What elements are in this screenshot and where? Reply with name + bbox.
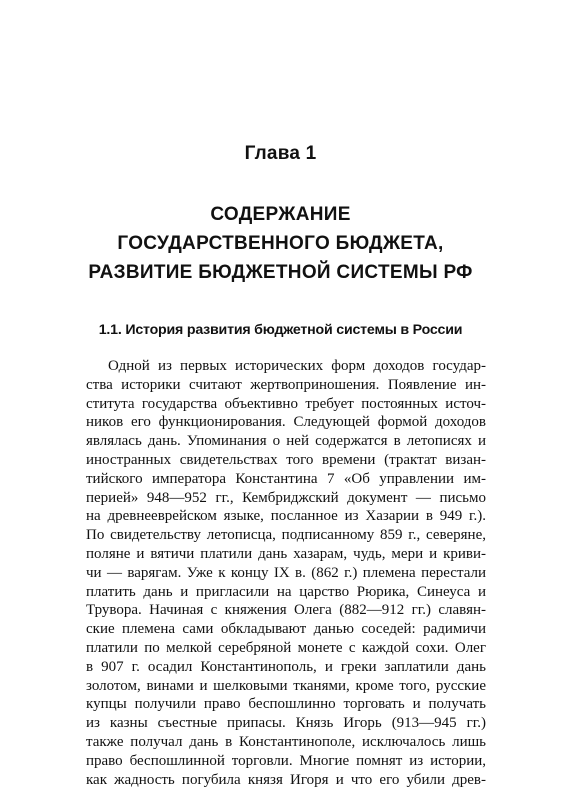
chapter-title-line: ГОСУДАРСТВЕННОГО БЮДЖЕТА, [117,233,444,254]
body-line: По свидетельству летописца, подписанному 859 г., северяне, [86,527,486,544]
chapter-label: Глава 1 [244,143,317,164]
body-line: купцы получили право беспошлинно торговать и получать [86,696,486,713]
body-line: ников его функционирования. Следующей формой доходов [86,414,486,431]
body-line: платили по мелкой серебряной монете с каждой сохи. Олег [86,639,486,656]
body-line: чи — варягам. Уже к концу IX в. (862 г.) племена перестали [86,564,486,581]
body-line: также получал дань в Константинополе, исключалось лишь [86,733,486,750]
body-line: являлась дань. Упоминания о ней содержатся в летописях и [86,433,486,450]
body-line: как жадность погубила князя Игоря и что его убили древ- [86,771,486,788]
body-line: золотом, винами и шелковыми тканями, кроме того, русские [86,677,486,694]
chapter-title [0,200,561,287]
section-heading: 1.1. История развития бюджетной системы в России [98,322,463,338]
body-line: перией» 948—952 гг., Кембриджский документ — письмо [86,489,486,506]
chapter-title-line: СОДЕРЖАНИЕ [210,204,351,225]
body-line: ства историки считают жертвоприношения. Появление ин- [86,376,486,393]
body-line: из казны съестные припасы. Князь Игорь (913—945 гг.) [86,715,486,732]
body-line: ститута государства объективно требует постоянных источ- [86,395,486,412]
body-line: поляне и вятичи платили дань хазарам, чудь, мери и криви- [86,545,486,562]
body-line: Трувора. Начиная с княжения Олега (882—912 гг.) славян- [86,602,486,619]
body-line: на древнееврейском языке, посланное из Хазарии в 949 г.). [86,508,486,525]
body-line: платить дань и пригласили на царство Рюрика, Синеуса и [86,583,486,600]
body-line: тийского императора Константина 7 «Об управлении им- [86,470,486,487]
body-text [86,357,486,789]
body-line: в 907 г. осадил Константинополь, и греки заплатили дань [86,658,486,675]
body-line: ские племена сами обкладывают данью соседей: радимичи [86,621,486,638]
body-line: Одной из первых исторических форм доходов государ- [108,358,486,374]
chapter-title-line: РАЗВИТИЕ БЮДЖЕТНОЙ СИСТЕМЫ РФ [88,262,473,283]
body-line: иностранных свидетельствах того времени (трактат визан- [86,451,486,468]
body-line: право беспошлинной торговли. Многие помнят из истории, [86,752,486,769]
